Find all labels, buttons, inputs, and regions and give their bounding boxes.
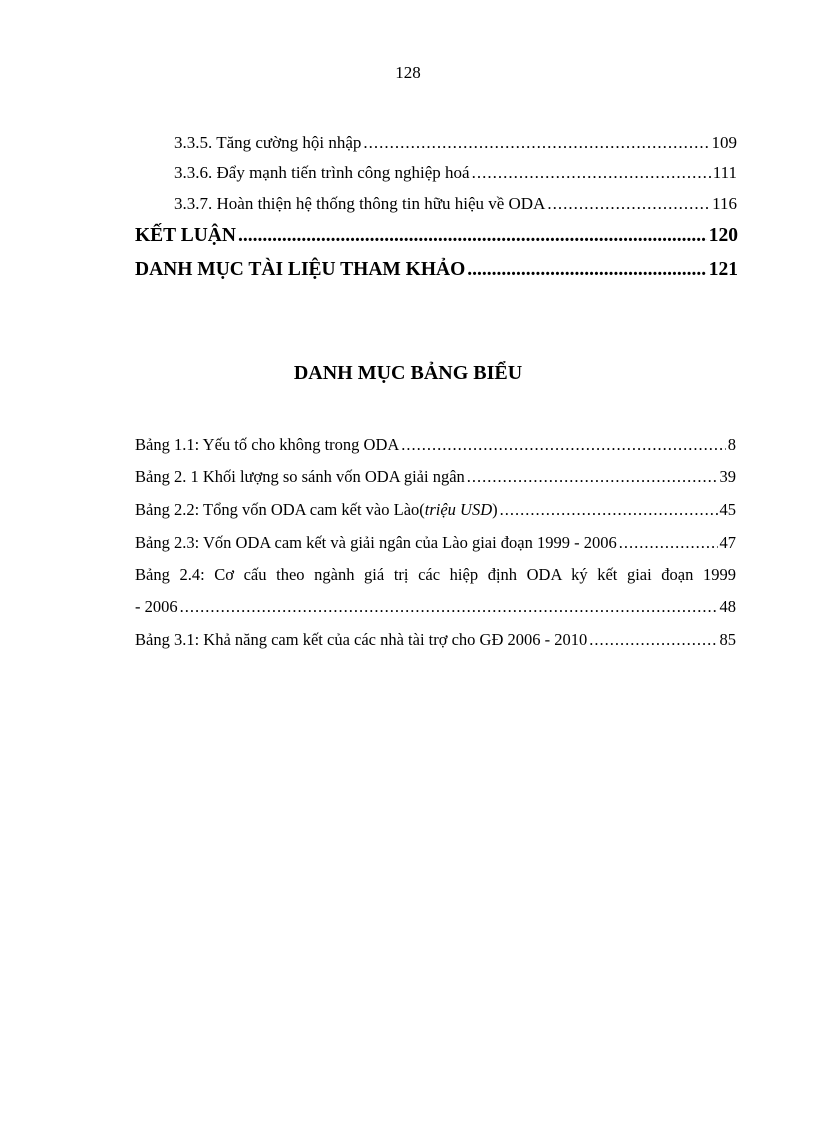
toc-entry[interactable] <box>174 163 737 183</box>
toc-entry[interactable] <box>174 194 737 214</box>
toc-entry-label: 3.3.5. Tăng cường hội nhập <box>174 133 362 152</box>
toc-entry-page: 121 <box>708 259 738 280</box>
table-entry-page: 39 <box>719 467 736 486</box>
table-entry[interactable] <box>135 630 736 650</box>
table-entry[interactable] <box>135 533 736 553</box>
toc-entry-page: 111 <box>712 163 737 182</box>
dot-leader <box>467 467 718 487</box>
table-entry-label-suffix: ) <box>492 500 498 519</box>
dot-leader <box>500 500 718 520</box>
toc-entry-label: 3.3.6. Đẩy mạnh tiến trình công nghiệp hoá <box>174 163 470 182</box>
tables-heading: DANH MỤC BẢNG BIỂU <box>293 362 523 384</box>
table-entry-label: Bảng 1.1: Yếu tố cho không trong ODA <box>135 435 400 454</box>
toc-entry-page: 116 <box>712 194 737 213</box>
table-entry-page: 45 <box>719 500 736 519</box>
toc-entry-label: KẾT LUẬN <box>135 225 236 246</box>
table-entry-label-italic: triệu USD <box>424 500 493 519</box>
toc-entry-page: 109 <box>711 133 737 152</box>
table-entry-label: Bảng 2. 1 Khối lượng so sánh vốn ODA giải ngân <box>135 467 465 486</box>
table-entry-page: 47 <box>719 533 736 552</box>
table-entry-label <box>135 500 498 520</box>
dot-leader <box>472 163 711 183</box>
table-entry-label: Bảng 2.3: Vốn ODA cam kết và giải ngân của Lào giai đoạn 1999 - 2006 <box>135 533 617 552</box>
dot-leader <box>238 225 707 247</box>
dot-leader <box>401 435 725 455</box>
table-entry-page: 48 <box>719 597 736 616</box>
table-entry[interactable] <box>135 467 736 487</box>
dot-leader <box>467 259 706 281</box>
table-entry[interactable] <box>135 597 736 617</box>
dot-leader <box>363 133 709 153</box>
table-entry[interactable] <box>135 435 736 455</box>
toc-entry-label: 3.3.7. Hoàn thiện hệ thống thông tin hữu hiệu về ODA <box>174 194 546 213</box>
toc-entry-label: DANH MỤC TÀI LIỆU THAM KHẢO <box>135 259 466 280</box>
table-entry-page: 85 <box>719 630 736 649</box>
toc-entry-main[interactable] <box>135 225 738 247</box>
dot-leader <box>589 630 717 650</box>
table-entry-label: - 2006 <box>135 597 178 616</box>
table-entry-page: 8 <box>727 435 736 454</box>
table-entry[interactable] <box>135 500 736 520</box>
toc-entry-main[interactable] <box>135 259 738 281</box>
table-entry-line1[interactable]: Bảng 2.4: Cơ cấu theo ngành giá trị các hiệp định ODA ký kết giai đoạn 1999 <box>135 565 736 584</box>
toc-entry[interactable] <box>174 133 737 153</box>
table-entry-label: Bảng 3.1: Khả năng cam kết của các nhà tài trợ cho GĐ 2006 - 2010 <box>135 630 588 649</box>
toc-entry-page: 120 <box>708 225 738 246</box>
table-entry-label-prefix: Bảng 2.2: Tổng vốn ODA cam kết vào Lào( <box>135 500 425 519</box>
dot-leader <box>547 194 710 214</box>
page-number: 128 <box>395 63 421 82</box>
dot-leader <box>180 597 718 617</box>
dot-leader <box>619 533 718 553</box>
